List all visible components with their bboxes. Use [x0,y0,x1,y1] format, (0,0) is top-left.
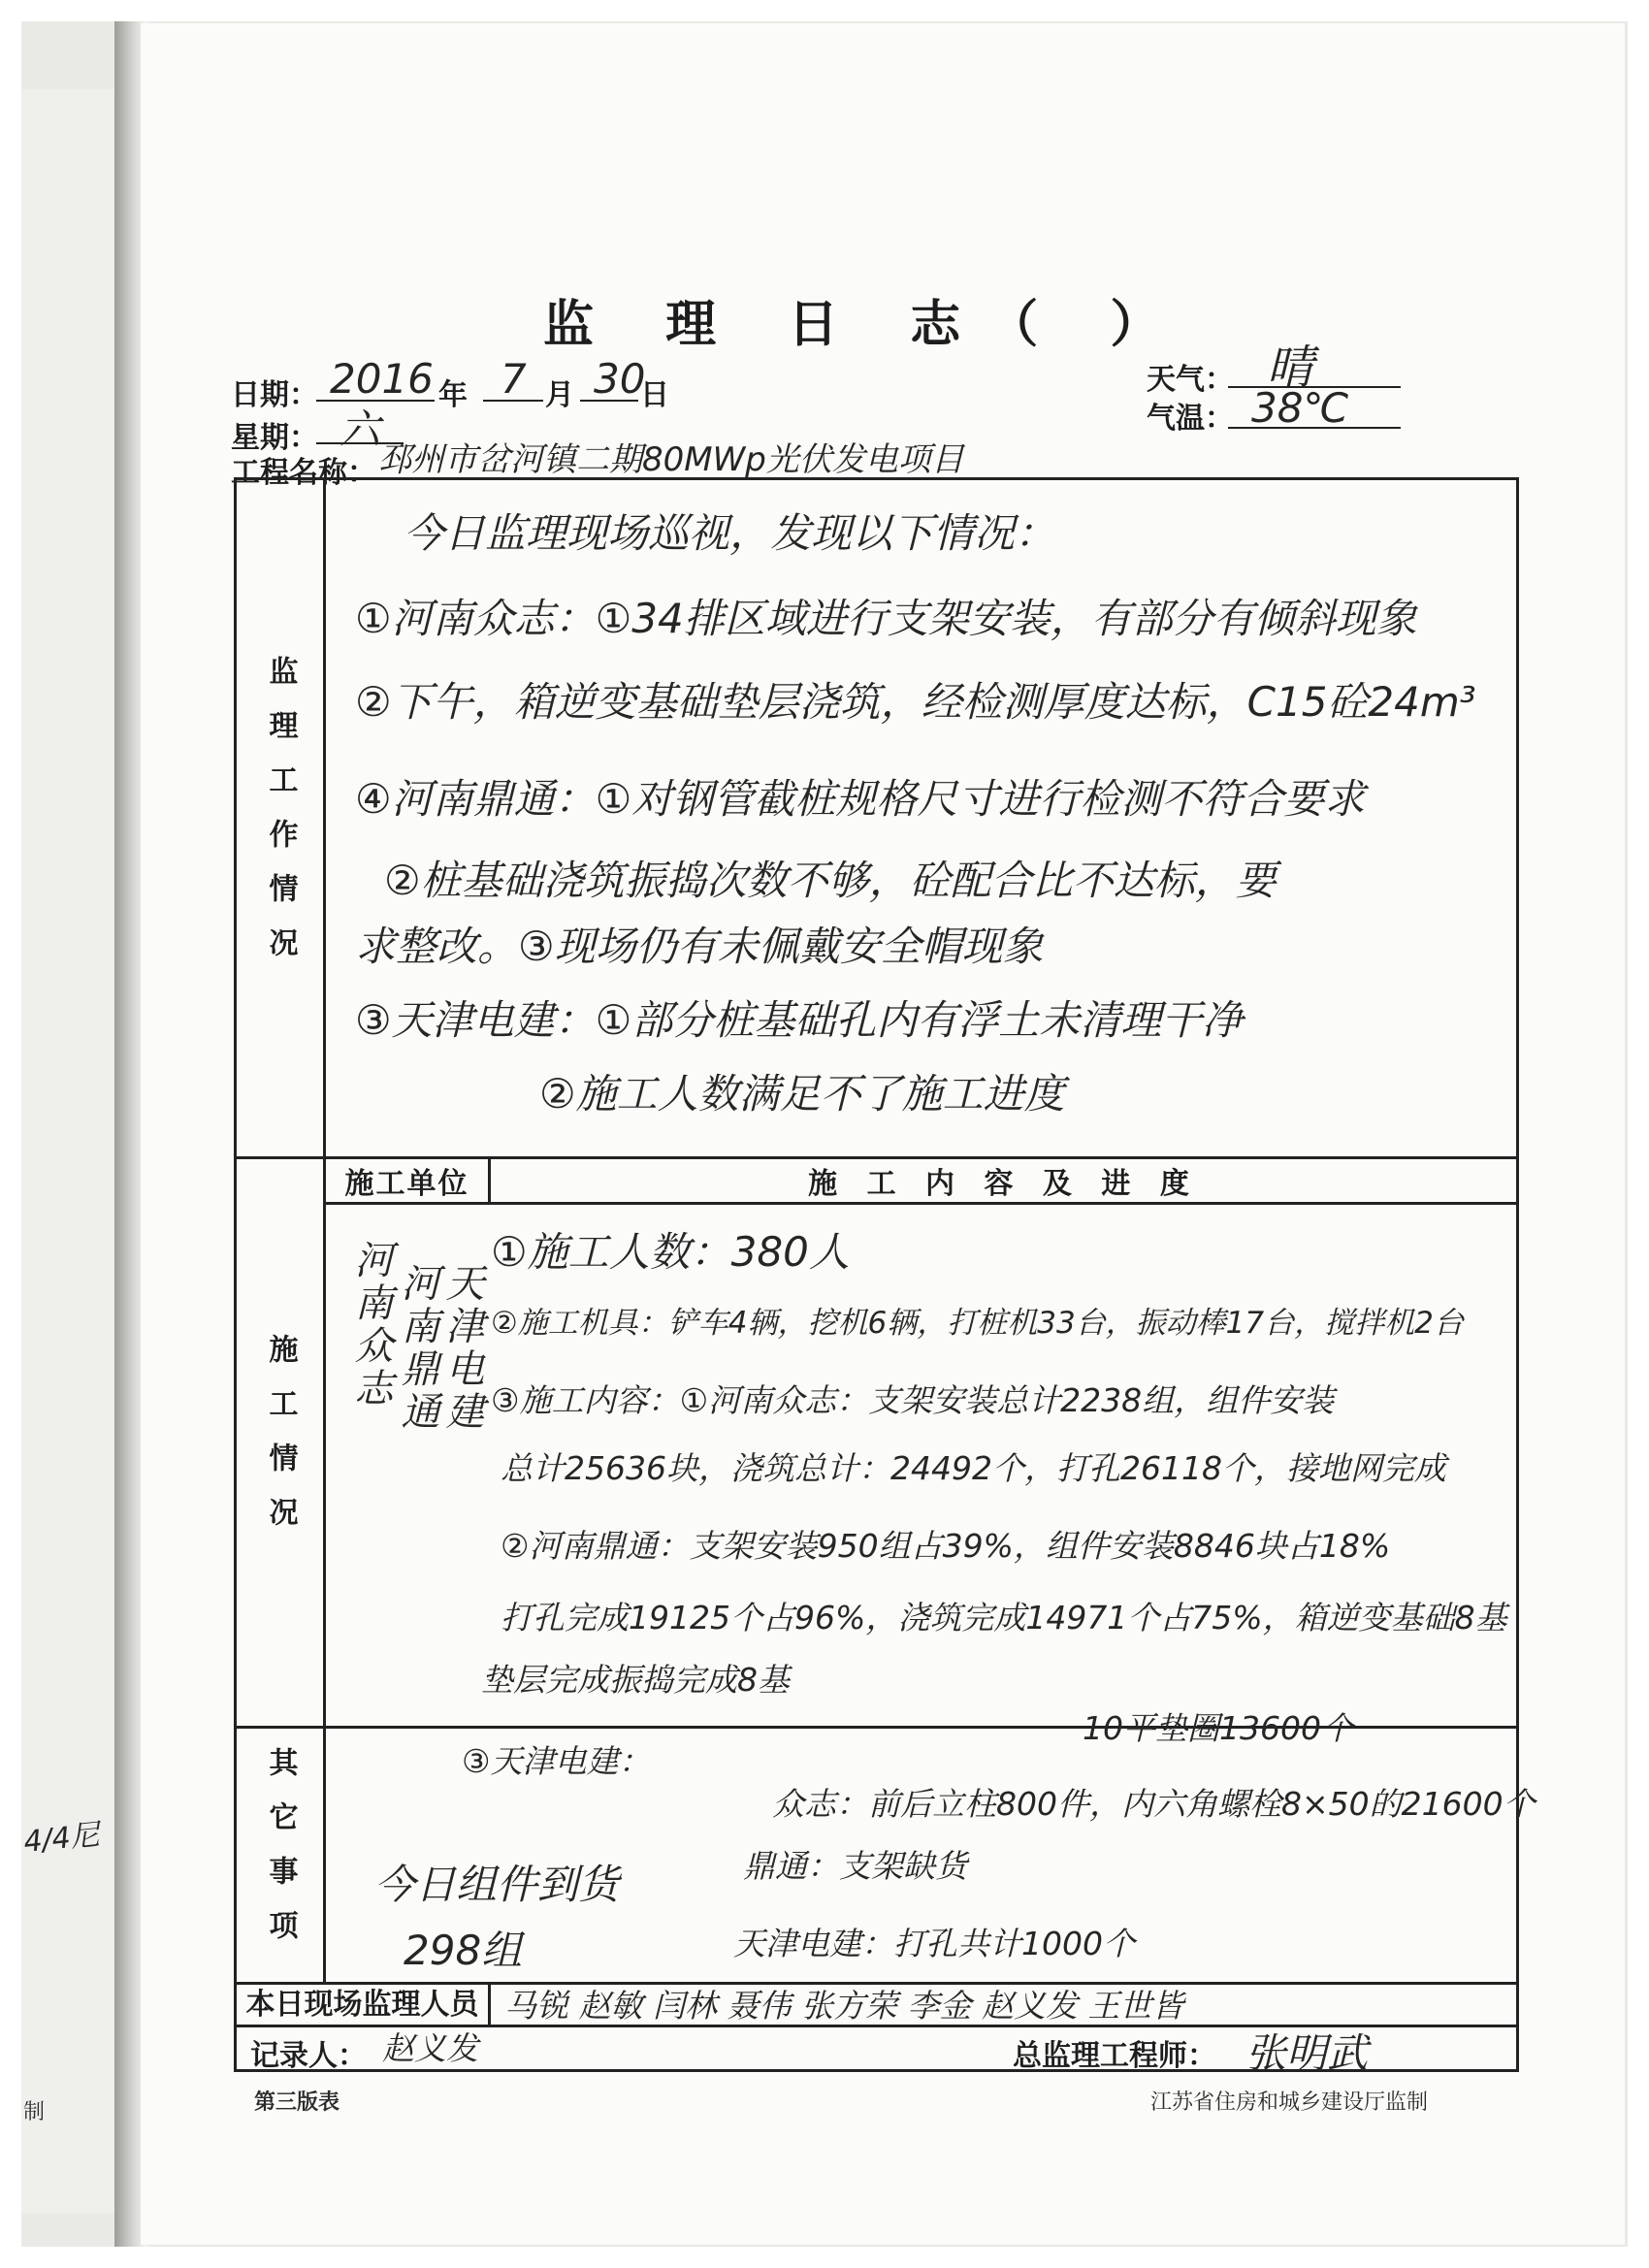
other-line: 天津电建：打孔共计1000个 [733,1925,1135,1962]
supervision-work-label: 监理工作情况 [263,655,298,982]
supervision-line: 今日监理现场巡视，发现以下情况： [404,509,1056,557]
other-matters-content [325,1709,1536,1984]
construction-line: 总计25636块，浇筑总计：24492个，打孔26118个，接地网完成 [501,1449,1446,1487]
construction-label: 施工情况 [263,1334,298,1551]
construction-line: ③施工内容：①河南众志：支架安装总计2238组，组件安装 [491,1381,1335,1419]
date-month-unit: 月 [545,378,574,412]
weekday-value: 六 [340,405,381,453]
date-day: 30 [594,355,646,403]
construction-line: 打孔完成19125个占96%，浇筑完成14971个占75%，箱逆变基础8基 [501,1599,1507,1636]
page-title: 监 理 日 志（ ） [543,296,1188,354]
supervision-line: ③天津电建：①部分桩基础孔内有浮土未清理干净 [355,996,1244,1044]
recorder-signature: 赵义发 [382,2029,478,2067]
other-line: 众志：前后立柱800件，内六角螺栓8×50的21600个 [772,1785,1536,1823]
supervision-line: ④河南鼎通：①对钢管截桩规格尺寸进行检测不符合要求 [355,775,1366,823]
temperature-value: 38℃ [1251,384,1349,432]
other-line: ③天津电建： [462,1742,651,1780]
weather-label: 天气： [1147,363,1234,397]
date-day-unit: 日 [640,378,669,412]
construction-unit-header: 施工单位 [325,1158,490,1204]
date-day-underline [580,398,638,402]
staff-names: 马锐 赵敏 闫林 聂伟 张方荣 李金 赵义发 王世皆 [504,1987,1184,2025]
left-page-footer: 制 [23,2100,46,2124]
construction-content-header: 施 工 内 容 及 进 度 [490,1158,1518,1204]
project-name: 邳州市岔河镇二期80MWp光伏发电项目 [378,440,964,479]
construction-content [325,1204,1518,1728]
construction-unit: 河南众志 [348,1240,393,1410]
date-month: 7 [501,355,527,403]
other-matters-label: 其它事项 [263,1746,298,1964]
construction-line: ②施工机具：铲车4辆，挖机6辆，打桩机33台，振动棒17台，搅拌机2台 [491,1306,1464,1341]
supervision-work-content [325,479,1518,1158]
date-year: 2016 [330,355,434,403]
construction-line: ①施工人数：380人 [491,1228,850,1276]
other-line: 今日组件到货 [374,1861,620,1908]
temperature-label: 气温： [1147,402,1234,436]
chief-engineer-label: 总监理工程师： [1013,2039,1216,2073]
supervision-line: ②桩基础浇筑振捣次数不够，砼配合比不达标，要 [384,857,1277,904]
staff-names-cell [490,1984,1518,2026]
project-label: 工程名称： [231,456,376,490]
staff-label: 本日现场监理人员 [245,1987,479,2022]
weather-value: 晴 [1267,340,1314,395]
construction-label-cell [236,1158,325,1728]
supervision-line: ②下午，箱逆变基础垫层浇筑，经检测厚度达标，C15砼24m³ [355,678,1476,726]
other-line: 10平垫圈13600个 [1083,1709,1353,1747]
supervision-line: 求整改。③现场仍有未佩戴安全帽现象 [355,923,1044,970]
temperature-underline [1228,425,1401,429]
left-page-note: 4/4尼 [21,1817,102,1860]
other-line: 鼎通：支架缺货 [743,1847,967,1885]
date-year-unit: 年 [438,378,468,412]
other-line: 298组 [404,1927,523,1974]
construction-unit: 河南鼎通 [395,1263,439,1434]
supervision-work-label-cell [236,479,325,1158]
form-edition: 第三版表 [254,2090,340,2115]
recorder-label: 记录人： [250,2039,367,2073]
weekday-label: 星期： [231,421,318,455]
supervision-line: ①河南众志：①34排区域进行支架安装，有部分有倾斜现象 [355,595,1417,642]
construction-line: ②河南鼎通：支架安装950组占39%，组件安装8846块占18% [501,1527,1391,1565]
construction-line: 垫层完成振捣完成8基 [481,1661,790,1699]
supervision-line: ②施工人数满足不了施工进度 [539,1070,1065,1118]
chief-engineer-signature: 张明武 [1245,2029,1369,2077]
issuer-note: 江苏省住房和城乡建设厅监制 [1150,2090,1429,2115]
other-matters-label-cell [236,1728,325,1984]
signature-row [236,2026,1518,2077]
construction-unit: 天津电建 [439,1263,484,1434]
staff-label-cell [236,1984,490,2026]
supervision-log-form [234,477,1536,2077]
date-month-underline [483,398,543,402]
date-label: 日期： [231,378,318,412]
